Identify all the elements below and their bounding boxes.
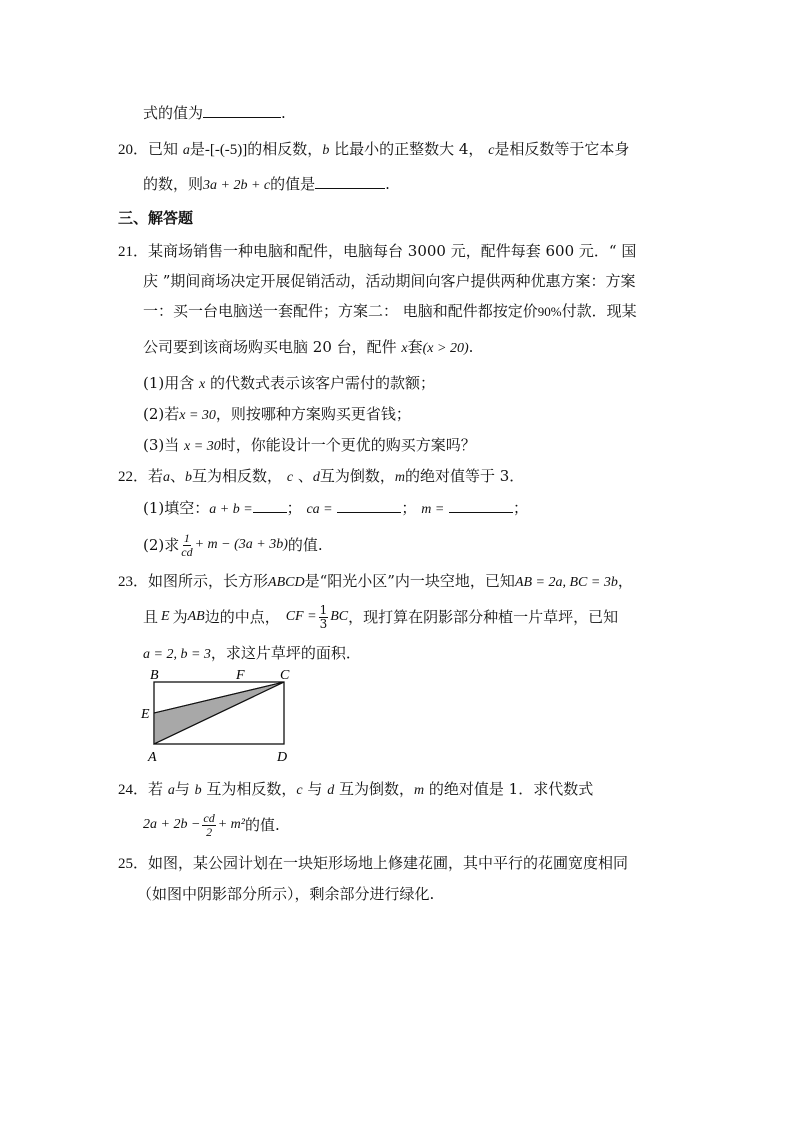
rectangle-figure [130, 670, 300, 770]
q22-var-m: m [394, 470, 405, 485]
q24-expr-tail: + m² [217, 817, 245, 832]
q19-tail-line [143, 103, 286, 123]
q23-text: 是“阳光小区”内一块空地，已知 [304, 572, 515, 590]
q22-fill3-blank[interactable] [449, 498, 513, 513]
q22-sub1-label: (1)填空： [143, 499, 210, 517]
q21-text: 一：买一台电脑送一套配件；方案二： 电脑和配件都按定价 [143, 302, 538, 320]
q22-text: 互为倒数， [319, 467, 395, 485]
q20-text: 的相反数， [247, 140, 323, 158]
label-f: F [236, 670, 245, 683]
q23-text: ，现打算在阴影部分种植一片草坪，已知 [348, 608, 619, 626]
q24-frac-num: cd [203, 810, 215, 825]
label-c: C [280, 670, 290, 683]
q21-sub3-label: (3)当 [143, 436, 180, 454]
q21-condition: (x > 20) [422, 341, 469, 356]
q23-var-e: E [161, 609, 170, 624]
q21-line3 [143, 301, 637, 322]
q24-var-b: b [194, 783, 202, 798]
q24-text: 若 [148, 780, 164, 798]
q21-text: 某商场销售一种电脑和配件，电脑每台 3000 元，配件每套 600 元．“ 国 [148, 242, 637, 260]
q22-sub2-expr: + m − (3a + 3b) [194, 537, 288, 552]
q21-line1 [118, 241, 636, 262]
q21-sub1-text: 的代数式表示该客户需付的款额； [210, 374, 436, 392]
q20-text: 是相反数等于它本身 [494, 140, 630, 158]
label-a: A [148, 750, 157, 765]
q24-frac-den: 2 [206, 824, 213, 839]
label-d: D [277, 750, 288, 765]
q21-sub1-label: (1)用含 [143, 374, 195, 392]
q21-sub2-eq: x = 30 [179, 408, 216, 423]
q22-frac-num: 1 [183, 530, 190, 545]
q23-abcd: ABCD [268, 575, 305, 590]
q22-fill1-label: a + b = [209, 502, 253, 517]
q21-var-x: x [401, 341, 408, 356]
q22-line1 [118, 466, 524, 488]
q24-fraction [202, 812, 215, 839]
q21-sub2-text: ，则按哪种方案购买更省钱； [215, 405, 411, 423]
q20-expression: -[-(-5)] [204, 142, 248, 158]
q23-frac-num: 1 [319, 602, 328, 617]
q24-var-m: m [414, 783, 425, 798]
q21-period: . [468, 338, 474, 356]
q22-sub2-text: 的值. [287, 536, 323, 554]
q23-cf: CF = [285, 609, 317, 624]
q24-var-a: a [167, 783, 175, 798]
q23-text: 且 [143, 608, 159, 626]
q22-sub2-label: (2)求 [143, 536, 180, 554]
label-b: B [150, 670, 159, 683]
q20-text: 比最小的正整数大 4， [334, 140, 484, 158]
q23-text: 为 [172, 608, 188, 626]
q25-line2 [137, 884, 434, 904]
q19-answer-blank[interactable] [203, 103, 281, 118]
q22-var-d: d [312, 470, 320, 485]
q21-sub2 [143, 404, 411, 426]
q25-text: 如图，某公园计划在一块矩形场地上修建花圃，其中平行的花圃宽度相同 [148, 854, 629, 872]
q19-text: 式的值为 [143, 104, 204, 122]
q23-text: 如图所示，长方形 [148, 572, 269, 590]
q24-var-d: d [327, 783, 335, 798]
label-e: E [141, 707, 150, 722]
q22-text: 的绝对值等于 3． [405, 467, 525, 485]
q20-text: 的值是 [270, 175, 316, 193]
q23-frac-den: 3 [319, 616, 328, 631]
q23-number: 23． [118, 574, 149, 590]
q21-line4 [143, 337, 473, 359]
q23-line2 [143, 602, 618, 632]
q22-number: 22． [118, 469, 149, 485]
q21-sub3 [143, 435, 476, 457]
q23-fraction [319, 604, 329, 631]
q22-var-c: c [286, 470, 294, 485]
q23-comma: ， [617, 572, 633, 590]
q23-text: 边的中点， [204, 608, 280, 626]
q22-fill3-label: m = [421, 502, 445, 517]
q19-period: . [281, 104, 286, 122]
q24-number: 24． [118, 782, 149, 798]
q20-period: . [385, 175, 390, 193]
q20-text: 是 [189, 140, 205, 158]
q22-sub1 [143, 498, 528, 520]
q20-var-a: a [182, 143, 190, 158]
section-heading: 三、解答题 [118, 209, 194, 227]
q24-text: 互为倒数， [338, 780, 414, 798]
q21-sub1 [143, 373, 435, 395]
q21-line2 [143, 271, 635, 291]
q23-line3 [143, 643, 361, 665]
q21-text: 付款．现某 [561, 302, 637, 320]
q24-line1 [118, 779, 593, 801]
q21-var-x: x [199, 377, 206, 392]
q21-text: 庆 ”期间商场决定开展促销活动，活动期间向客户提供两种优惠方案：方案 [143, 272, 636, 290]
q22-semicolon: ； [286, 499, 302, 517]
q21-sub2-label: (2)若 [143, 405, 180, 423]
q24-var-c: c [296, 783, 303, 798]
q22-fill1-blank[interactable] [253, 498, 287, 513]
q22-fill2-blank[interactable] [337, 498, 401, 513]
q21-text: 套 [407, 338, 423, 356]
q22-sep: 、 [297, 467, 313, 485]
q25-text: （如图中阴影部分所示），剩余部分进行绿化. [137, 885, 435, 903]
q24-text: 互为相反数， [206, 780, 297, 798]
q20-var-c: c [488, 143, 495, 158]
q22-text: 互为相反数， [192, 467, 283, 485]
q21-sub3-eq: x = 30 [184, 439, 221, 454]
q22-sep: 、 [170, 467, 186, 485]
q21-number: 21． [118, 244, 149, 260]
q20-answer-blank[interactable] [315, 174, 385, 189]
q22-text: 若 [148, 467, 164, 485]
q21-sub3-text: 时，你能设计一个更优的购买方案吗？ [220, 436, 476, 454]
q23-eq: AB = 2a, BC = 3b [514, 575, 618, 590]
q22-sub2 [143, 530, 323, 560]
q22-var-b: b [185, 470, 193, 485]
q25-number: 25． [118, 856, 149, 872]
q24-text: 与 [307, 780, 323, 798]
q22-semicolon: ； [513, 499, 529, 517]
q24-text: 与 [174, 780, 190, 798]
q24-text: 的值. [245, 816, 280, 834]
q24-text: 的绝对值是 1．求代数式 [428, 780, 594, 798]
q23-given: a = 2, b = 3 [143, 647, 211, 662]
q20-text: 的数，则 [143, 175, 204, 193]
q21-percent: 90% [537, 304, 562, 319]
q20-text: 已知 [148, 140, 179, 158]
q20-var-b: b [322, 143, 330, 158]
q23-bc: BC [330, 609, 349, 624]
q23-var-ab: AB [187, 609, 205, 624]
q20-number: 20． [118, 142, 149, 158]
q22-var-a: a [163, 470, 171, 485]
q21-text: 公司要到该商场购买电脑 20 台，配件 [143, 338, 397, 356]
q23-line1 [118, 571, 633, 593]
q20-line1 [118, 139, 629, 161]
q23-text: ，求这片草坪的面积． [210, 644, 361, 662]
q20-line2 [143, 174, 390, 196]
q24-expr: 2a + 2b − [143, 817, 201, 832]
q20-expression2: 3a + 2b + c [203, 178, 271, 193]
q24-line2 [143, 808, 280, 842]
q22-frac-den: cd [181, 544, 193, 559]
q22-semicolon: ； [401, 499, 417, 517]
q25-line1 [118, 853, 628, 874]
q22-fraction [181, 532, 192, 559]
q22-fill2-label: ca = [306, 502, 333, 517]
